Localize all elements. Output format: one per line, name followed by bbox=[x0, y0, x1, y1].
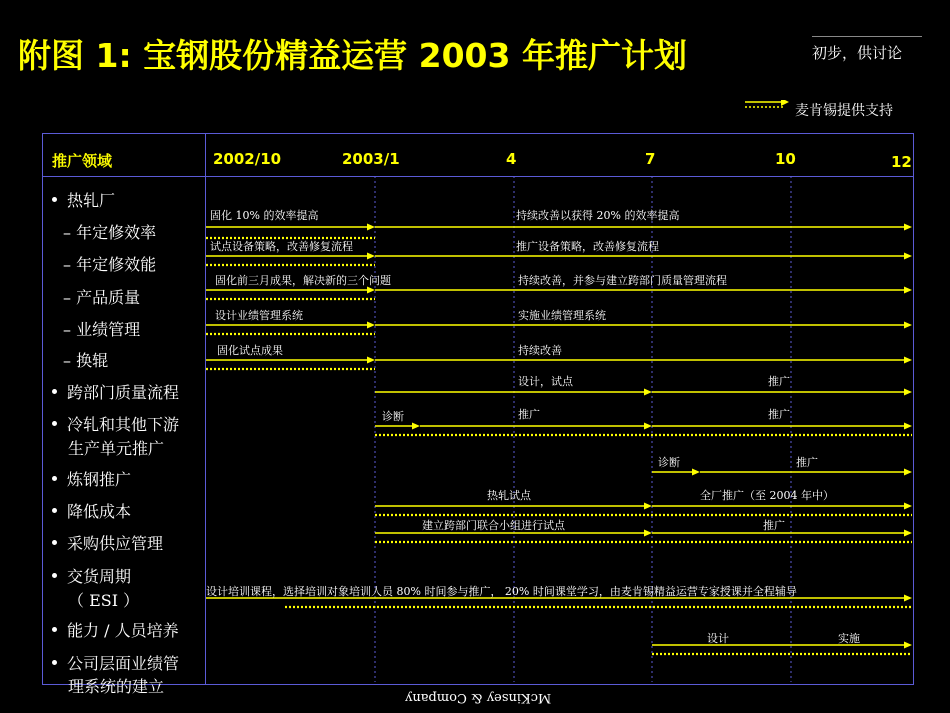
bar-label: 实施业绩管理系统 bbox=[518, 309, 606, 322]
bar-label: 推广 bbox=[796, 456, 818, 469]
timeline-arrow-head bbox=[644, 503, 652, 510]
timeline-arrow-head bbox=[904, 469, 912, 476]
timeline-arrow-head bbox=[644, 530, 652, 537]
area-item-label: 冷轧和其他下游 bbox=[67, 415, 180, 434]
area-item-label: 跨部门质量流程 bbox=[67, 383, 180, 402]
timeline-arrow-head bbox=[904, 322, 912, 329]
bar-label: 持续改善 bbox=[518, 344, 562, 357]
area-item-label: 炼钢推广 bbox=[67, 470, 132, 489]
bar-label: 试点设备策略，改善修复流程 bbox=[210, 240, 353, 253]
month-label: 2002/10 bbox=[213, 150, 282, 168]
timeline-arrow-head bbox=[904, 642, 912, 649]
area-item-label: – 业绩管理 bbox=[63, 320, 141, 339]
month-label: 10 bbox=[775, 150, 796, 168]
timeline-arrow-head bbox=[904, 253, 912, 260]
bar-label: 设计业绩管理系统 bbox=[215, 309, 303, 322]
timeline-arrow-head bbox=[904, 287, 912, 294]
timeline-arrow-head bbox=[904, 224, 912, 231]
area-item-label: 能力 / 人员培养 bbox=[67, 621, 179, 640]
preliminary-note: 初步，供讨论 bbox=[812, 44, 903, 62]
bar-label: 推广设备策略，改善修复流程 bbox=[516, 240, 659, 253]
month-label: 2003/1 bbox=[342, 150, 400, 168]
bar-label: 设计，试点 bbox=[518, 375, 573, 388]
month-label: 4 bbox=[506, 150, 517, 168]
area-item-label: – 年定修效率 bbox=[63, 223, 157, 242]
timeline-arrow-head bbox=[904, 357, 912, 364]
bar-label: 热轧试点 bbox=[487, 489, 531, 502]
bar-label: 固化前三月成果，解决新的三个问题 bbox=[215, 274, 391, 287]
area-item-label: – 年定修效能 bbox=[63, 255, 157, 274]
bar-label: 设计培训课程，选择培训对象培训人员 80% 时间参与推广， 20% 时间课堂学习，由麦肯锡精益运营专家授课并全程辅导 bbox=[206, 585, 797, 598]
area-item-label: – 换辊 bbox=[63, 351, 109, 370]
bar-label: 实施 bbox=[838, 632, 860, 645]
bar-label: 设计 bbox=[707, 632, 729, 645]
area-item-label: 采购供应管理 bbox=[67, 534, 164, 553]
bar-label: 建立跨部门联合小组进行试点 bbox=[422, 519, 565, 532]
bar-label: 诊断 bbox=[658, 456, 680, 469]
area-header: 推广领域 bbox=[52, 152, 113, 170]
timeline-arrow-head bbox=[367, 253, 375, 260]
timeline-arrow-head bbox=[644, 423, 652, 430]
timeline-arrow-head bbox=[904, 423, 912, 430]
timeline-arrow-head bbox=[904, 503, 912, 510]
legend-label: 麦肯锡提供支持 bbox=[795, 103, 893, 119]
timeline-arrow-head bbox=[412, 423, 420, 430]
bar-label: 全厂推广（至 2004 年中） bbox=[700, 489, 834, 502]
timeline-arrow-head bbox=[367, 322, 375, 329]
bar-label: 固化试点成果 bbox=[217, 344, 283, 357]
month-label: 7 bbox=[645, 150, 656, 168]
bar-label: 推广 bbox=[768, 408, 790, 421]
area-item-label: （ ESI ） bbox=[68, 591, 140, 610]
timeline-arrow-head bbox=[904, 389, 912, 396]
timeline-arrow-head bbox=[367, 224, 375, 231]
bar-label: 推广 bbox=[763, 519, 785, 532]
timeline-arrow-head bbox=[644, 389, 652, 396]
area-item-label: 交货周期 bbox=[67, 567, 132, 586]
area-item-label: 热轧厂 bbox=[67, 191, 116, 210]
area-item-label: 公司层面业绩管 bbox=[67, 654, 180, 673]
area-item-label: 生产单元推广 bbox=[68, 439, 165, 458]
bar-label: 固化 10% 的效率提高 bbox=[210, 209, 319, 222]
mckinsey-logo: McKinsey & Company bbox=[405, 690, 552, 705]
bar-label: 持续改善，并参与建立跨部门质量管理流程 bbox=[518, 274, 727, 287]
area-item-label: 降低成本 bbox=[67, 502, 132, 521]
timeline-arrow-head bbox=[367, 357, 375, 364]
page-title: 附图 1: 宝钢股份精益运营 2003 年推广计划 bbox=[18, 36, 687, 75]
timeline-arrow-head bbox=[904, 530, 912, 537]
area-item-label: – 产品质量 bbox=[63, 288, 141, 307]
month-label: 12 bbox=[891, 153, 912, 171]
bar-label: 推广 bbox=[768, 375, 790, 388]
area-item-label: 理系统的建立 bbox=[68, 677, 165, 696]
bar-label: 持续改善以获得 20% 的效率提高 bbox=[516, 209, 680, 222]
bar-label: 推广 bbox=[518, 408, 540, 421]
timeline-arrow-head bbox=[904, 595, 912, 602]
timeline-arrow-head bbox=[692, 469, 700, 476]
bar-label: 诊断 bbox=[382, 410, 404, 423]
